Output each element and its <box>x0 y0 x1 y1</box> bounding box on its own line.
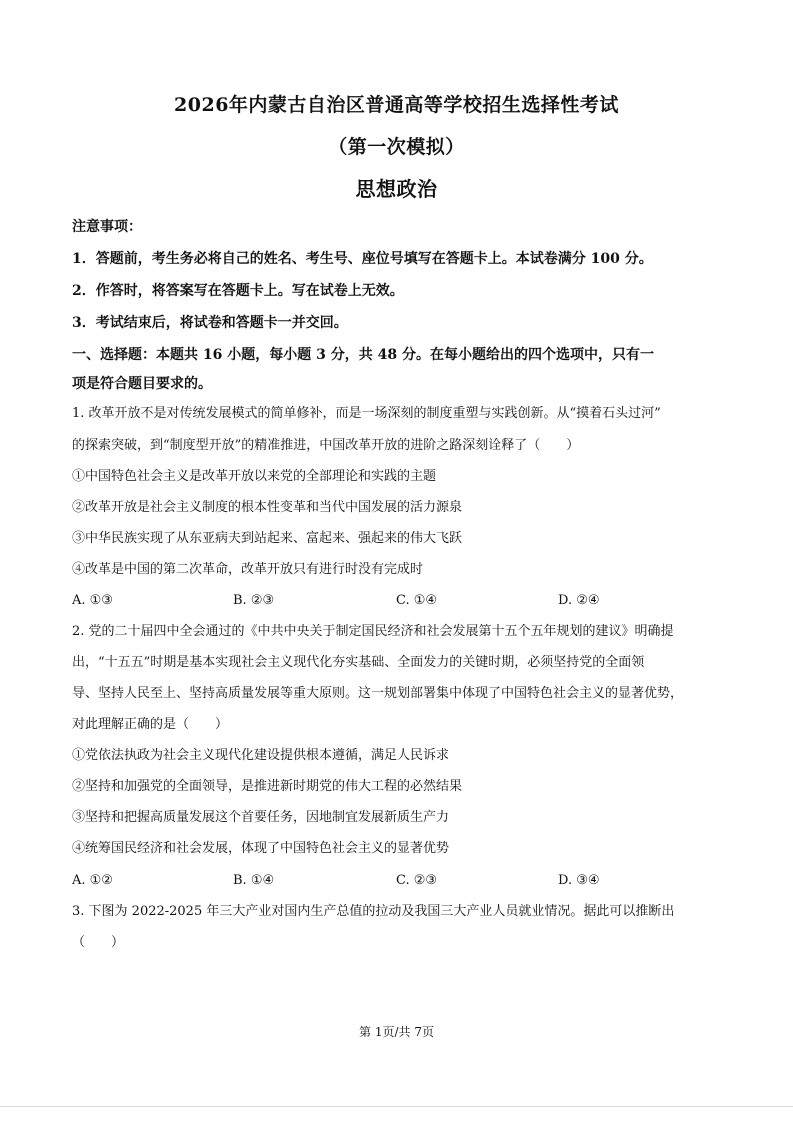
question-1-statement: ②改革开放是社会主义制度的根本性变革和当代中国发展的活力源泉 <box>72 500 463 515</box>
question-1-statement: ①中国特色社会主义是改革开放以来党的全部理论和实践的主题 <box>72 469 437 484</box>
question-2-statement: ④统筹国民经济和社会发展，体现了中国特色社会主义的显著优势 <box>72 841 450 856</box>
notice-item: 3．考试结束后，将试卷和答题卡一并交回。 <box>72 315 348 331</box>
question-1-statement: ④改革是中国的第二次革命，改革开放只有进行时没有完成时 <box>72 562 424 577</box>
question-2-statement: ②坚持和加强党的全面领导，是推进新时期党的伟大工程的必然结果 <box>72 779 463 794</box>
question-1-option-d: D. ②④ <box>558 593 600 608</box>
question-3-stem: 3. 下图为 2022-2025 年三大产业对国内生产总值的拉动及我国三大产业人员就业情况。据此可以推断出 <box>72 904 675 919</box>
question-2-statement: ③坚持和把握高质量发展这个首要任务，因地制宜发展新质生产力 <box>72 810 450 825</box>
question-2-stem: 2. 党的二十届四中全会通过的《中共中央关于制定国民经济和社会发展第十五个五年规划的建议》明确提 <box>72 624 674 639</box>
question-2-option-d: D. ③④ <box>558 873 600 888</box>
question-1-stem: 1. 改革开放不是对传统发展模式的简单修补，而是一场深刻的制度重塑与实践创新。从“摸着石头过河” <box>72 406 661 421</box>
question-1-statement: ③中华民族实现了从东亚病夫到站起来、富起来、强起来的伟大飞跃 <box>72 531 463 546</box>
question-2-option-b: B. ①④ <box>233 873 275 888</box>
question-2-stem: 出，“十五五”时期是基本实现社会主义现代化夯实基础、全面发力的关键时期，必须坚持党的全面领 <box>72 655 645 670</box>
question-2-option-c: C. ②③ <box>396 873 438 888</box>
question-2-statement: ①党依法执政为社会主义现代化建设提供根本遵循，满足人民诉求 <box>72 748 450 763</box>
notice-item: 1．答题前，考生务必将自己的姓名、考生号、座位号填写在答题卡上。本试卷满分 100 分。 <box>72 251 653 267</box>
bottom-divider <box>0 1106 793 1107</box>
page-number: 第 1页/共 7页 <box>359 1025 434 1039</box>
notice-item: 2．作答时，将答案写在答题卡上。写在试卷上无效。 <box>72 283 404 299</box>
question-2-stem: 对此理解正确的是（ ） <box>72 717 229 732</box>
section-heading: 项是符合题目要求的。 <box>72 376 212 392</box>
question-2-stem: 导、坚持人民至上、坚持高质量发展等重大原则。这一规划部署集中体现了中国特色社会主义的显著优势， <box>72 686 684 701</box>
notice-heading: 注意事项： <box>72 219 142 235</box>
question-1-option-b: B. ②③ <box>233 593 275 608</box>
question-1-option-a: A. ①③ <box>72 593 113 608</box>
question-3-stem: （ ） <box>72 935 125 950</box>
section-heading: 一、选择题：本题共 16 小题，每小题 3 分，共 48 分。在每小题给出的四个选项中，只有一 <box>72 347 654 363</box>
exam-title: 2026年内蒙古自治区普通高等学校招生选择性考试 <box>174 94 619 116</box>
question-2-option-a: A. ①② <box>72 873 113 888</box>
question-1-stem: 的探索突破，到“制度型开放”的精准推进，中国改革开放的进阶之路深刻诠释了（ ） <box>72 438 580 453</box>
subject-title: 思想政治 <box>355 177 438 201</box>
question-1-option-c: C. ①④ <box>396 593 438 608</box>
exam-subtitle: （第一次模拟） <box>328 136 465 158</box>
